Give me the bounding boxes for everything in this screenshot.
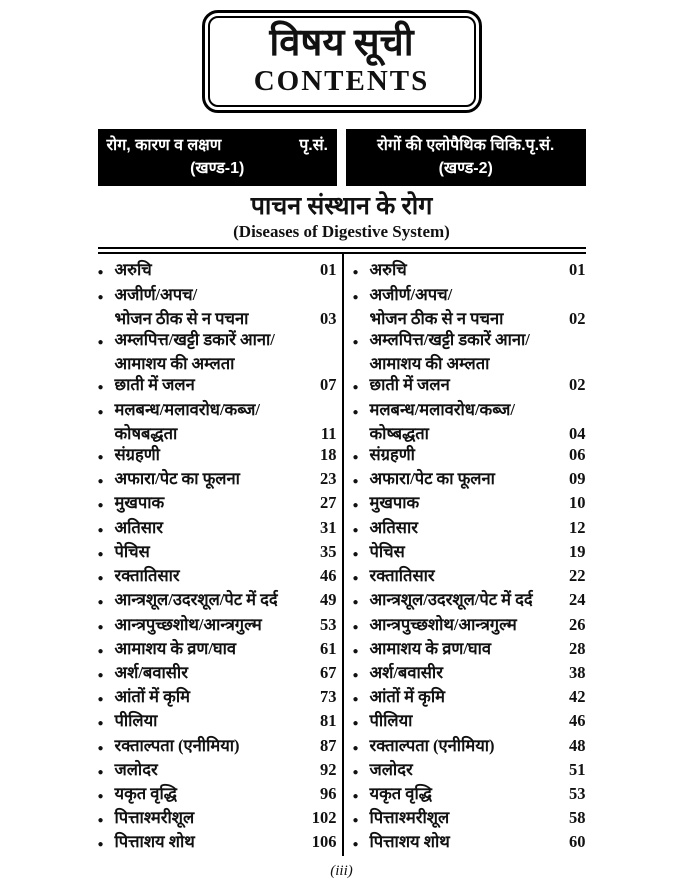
toc-entry-label: छाती में जलन xyxy=(369,375,450,395)
column-header-row xyxy=(98,129,586,186)
toc-entry-row xyxy=(98,686,337,710)
toc-entry-page-number: 27 xyxy=(320,493,337,513)
toc-entry-page-number: 58 xyxy=(569,808,586,828)
bullet-icon: ● xyxy=(97,476,104,488)
toc-column-part1 xyxy=(98,254,342,855)
toc-entry-row xyxy=(98,807,337,831)
toc-entry-row xyxy=(353,710,586,734)
column-header-part2-label: रोगों की एलोपैथिक चिकि.पृ.सं. xyxy=(377,136,555,154)
toc-entry-page-number: 22 xyxy=(569,566,586,586)
toc-entry-row xyxy=(353,399,586,423)
bullet-icon: ● xyxy=(97,548,104,560)
bullet-icon: ● xyxy=(352,291,359,303)
toc-entry-row xyxy=(353,783,586,807)
toc-entry-page-number: 92 xyxy=(320,759,337,779)
page-title-hindi: विषय सूची xyxy=(269,22,414,64)
toc-entry-label: अतिसार xyxy=(114,517,163,537)
column-header-part2 xyxy=(346,129,586,186)
bullet-icon: ● xyxy=(352,669,359,681)
toc-entry-label: अरुचि xyxy=(114,260,152,280)
toc-entry-row xyxy=(98,662,337,686)
bullet-icon: ● xyxy=(97,337,104,349)
toc-entry-label: मलबन्ध/मलावरोध/कब्ज/ xyxy=(114,399,260,419)
toc-entry-page-number: 38 xyxy=(569,662,586,682)
toc-entry-page-number: 48 xyxy=(569,735,586,755)
toc-entry-label: अजीर्ण/अपच/ xyxy=(369,284,453,304)
contents-page xyxy=(0,10,683,879)
toc-entry-label: पीलिया xyxy=(369,711,413,731)
contents-title-box xyxy=(202,10,482,113)
toc-entry-label: जलोदर xyxy=(369,759,413,779)
bullet-icon: ● xyxy=(352,548,359,560)
bullet-icon: ● xyxy=(97,406,104,418)
bullet-icon: ● xyxy=(352,742,359,754)
toc-entry-row xyxy=(98,284,337,308)
toc-entry-page-number: 01 xyxy=(320,260,337,280)
column-header-part1-top xyxy=(107,134,329,157)
toc-entry-label: छाती में जलन xyxy=(114,375,195,395)
bullet-icon: ● xyxy=(352,645,359,657)
bullet-icon: ● xyxy=(97,815,104,827)
toc-entry-label: रक्ताल्पता (एनीमिया) xyxy=(114,735,240,755)
toc-entry-row xyxy=(98,710,337,734)
toc-entry-page-number: 73 xyxy=(320,687,337,707)
toc-entry-label: यकृत वृद्धि xyxy=(114,783,177,803)
toc-entry-row xyxy=(98,399,337,423)
bullet-icon: ● xyxy=(352,597,359,609)
toc-entry-page-number: 10 xyxy=(569,493,586,513)
toc-entry-page-number: 04 xyxy=(569,423,586,443)
toc-entry-row xyxy=(98,353,337,374)
bullet-icon: ● xyxy=(352,476,359,488)
bullet-icon: ● xyxy=(352,621,359,633)
toc-entry-row xyxy=(98,614,337,638)
toc-entry-label: रक्ताल्पता (एनीमिया) xyxy=(369,735,495,755)
toc-entry-page-number: 106 xyxy=(311,832,337,852)
toc-entry-label: मलबन्ध/मलावरोध/कब्ज/ xyxy=(369,399,515,419)
bullet-icon: ● xyxy=(352,694,359,706)
toc-entry-label: पेचिस xyxy=(114,541,150,561)
toc-entry-page-number: 81 xyxy=(320,711,337,731)
toc-entry-page-number: 26 xyxy=(569,614,586,634)
bullet-icon: ● xyxy=(352,452,359,464)
toc-entry-row xyxy=(353,686,586,710)
toc-entry-label: पित्ताशय शोथ xyxy=(369,832,450,852)
toc-entry-label: रक्तातिसार xyxy=(369,566,435,586)
toc-entry-label: जलोदर xyxy=(114,759,158,779)
bullet-icon: ● xyxy=(97,694,104,706)
toc-entry-page-number: 02 xyxy=(569,308,586,328)
column-header-part1 xyxy=(98,129,338,186)
toc-entry-label: अम्लपित्त/खट्टी डकारें आना/ xyxy=(114,330,275,350)
toc-entry-page-number: 24 xyxy=(569,590,586,610)
toc-entry-page-number: 49 xyxy=(320,590,337,610)
folio-page-number: (iii) xyxy=(330,862,353,879)
page-title-english: CONTENTS xyxy=(253,64,430,97)
toc-entry-label: कोष्बद्धता xyxy=(369,423,429,443)
bullet-icon: ● xyxy=(97,291,104,303)
toc-entry-row xyxy=(353,565,586,589)
toc-entry-label: आंतों में कृमि xyxy=(114,687,190,707)
toc-entry-label: यकृत वृद्धि xyxy=(369,783,432,803)
toc-entry-page-number: 03 xyxy=(320,308,337,328)
toc-entry-page-number: 09 xyxy=(569,469,586,489)
bullet-icon: ● xyxy=(352,500,359,512)
toc-entry-page-number: 12 xyxy=(569,517,586,537)
toc-column-part2 xyxy=(342,254,586,855)
toc-entry-label: आन्त्रपुच्छशोथ/आन्त्रगुल्म xyxy=(369,614,517,634)
bullet-icon: ● xyxy=(352,815,359,827)
bullet-icon: ● xyxy=(352,766,359,778)
toc-entry-label: अफारा/पेट का फूलना xyxy=(114,469,240,489)
toc-entry-label: संग्रहणी xyxy=(114,445,160,465)
toc-entry-label: अर्श/बवासीर xyxy=(114,662,188,682)
toc-entry-row xyxy=(98,565,337,589)
bullet-icon: ● xyxy=(97,790,104,802)
toc-entry-page-number: 51 xyxy=(569,759,586,779)
bullet-icon: ● xyxy=(352,573,359,585)
toc-entry-row xyxy=(353,517,586,541)
toc-entry-label: भोजन ठीक से न पचना xyxy=(114,308,249,328)
bullet-icon: ● xyxy=(352,382,359,394)
toc-entry-row xyxy=(353,308,586,329)
toc-entry-row xyxy=(353,444,586,468)
bullet-icon: ● xyxy=(97,452,104,464)
toc-entry-label: आंतों में कृमि xyxy=(369,687,445,707)
bullet-icon: ● xyxy=(352,718,359,730)
toc-entry-page-number: 53 xyxy=(320,614,337,634)
bullet-icon: ● xyxy=(97,718,104,730)
toc-entry-row xyxy=(98,735,337,759)
toc-entry-row xyxy=(353,662,586,686)
bullet-icon: ● xyxy=(97,839,104,851)
toc-entry-page-number: 61 xyxy=(320,638,337,658)
toc-entry-row xyxy=(98,517,337,541)
toc-entry-label: मुखपाक xyxy=(114,493,165,513)
toc-entry-row xyxy=(353,492,586,516)
bullet-icon: ● xyxy=(97,645,104,657)
double-rule-divider xyxy=(98,247,586,254)
bullet-icon: ● xyxy=(97,742,104,754)
toc-entry-label: आन्त्रपुच्छशोथ/आन्त्रगुल्म xyxy=(114,614,262,634)
toc-entry-label: आमाशय की अम्लता xyxy=(369,354,490,374)
toc-entry-page-number: 42 xyxy=(569,687,586,707)
toc-entry-row xyxy=(353,807,586,831)
toc-entry-label: पेचिस xyxy=(369,541,405,561)
toc-entry-label: संग्रहणी xyxy=(369,445,415,465)
toc-entry-row xyxy=(98,374,337,398)
toc-entry-row xyxy=(353,759,586,783)
toc-entry-label: पीलिया xyxy=(114,711,158,731)
toc-entry-label: पित्ताश्मरीशूल xyxy=(114,808,195,828)
toc-entry-row xyxy=(98,468,337,492)
toc-entry-label: आमाशय के व्रण/घाव xyxy=(369,638,492,658)
toc-entry-page-number: 11 xyxy=(320,423,337,443)
toc-entry-row xyxy=(353,614,586,638)
column-header-part1-sub: (खण्ड-1) xyxy=(190,159,245,177)
toc-entry-label: अर्श/बवासीर xyxy=(369,662,443,682)
column-header-part1-page-label: पृ.सं. xyxy=(299,136,328,154)
toc-entry-row xyxy=(353,259,586,283)
toc-entry-row xyxy=(353,541,586,565)
toc-entry-row xyxy=(98,308,337,329)
bullet-icon: ● xyxy=(97,382,104,394)
toc-entry-row xyxy=(353,284,586,308)
toc-entry-label: कोषबद्धता xyxy=(114,423,178,443)
toc-entry-page-number: 19 xyxy=(569,541,586,561)
toc-entry-row xyxy=(353,353,586,374)
toc-entry-row xyxy=(98,759,337,783)
toc-entry-row xyxy=(98,444,337,468)
toc-entry-label: अरुचि xyxy=(369,260,407,280)
toc-entry-row xyxy=(353,423,586,444)
toc-entry-page-number: 06 xyxy=(569,445,586,465)
bullet-icon: ● xyxy=(352,839,359,851)
toc-entry-label: अफारा/पेट का फूलना xyxy=(369,469,495,489)
toc-entry-label: भोजन ठीक से न पचना xyxy=(369,308,504,328)
column-header-part1-label: रोग, कारण व लक्षण xyxy=(106,136,222,154)
toc-entry-label: पित्ताश्मरीशूल xyxy=(369,808,450,828)
contents-title-box-inner xyxy=(208,16,476,107)
toc-entry-row xyxy=(98,831,337,855)
toc-entry-page-number: 35 xyxy=(320,541,337,561)
toc-entry-label: अजीर्ण/अपच/ xyxy=(114,284,198,304)
toc-entry-row xyxy=(353,638,586,662)
toc-entry-row xyxy=(98,423,337,444)
bullet-icon: ● xyxy=(97,524,104,536)
toc-entry-label: आन्त्रशूल/उदरशूल/पेट में दर्द xyxy=(369,590,533,610)
toc-entry-page-number: 53 xyxy=(569,783,586,803)
bullet-icon: ● xyxy=(352,267,359,279)
toc-entry-page-number: 87 xyxy=(320,735,337,755)
bullet-icon: ● xyxy=(352,790,359,802)
toc-entry-label: रक्तातिसार xyxy=(114,566,180,586)
section-title-hindi: पाचन संस्थान के रोग xyxy=(250,192,433,220)
column-header-part2-sub: (खण्ड-2) xyxy=(438,159,493,177)
toc-entry-page-number: 18 xyxy=(320,445,337,465)
bullet-icon: ● xyxy=(97,621,104,633)
toc-entry-row xyxy=(353,831,586,855)
toc-entry-row xyxy=(98,492,337,516)
toc-entry-row xyxy=(353,468,586,492)
toc-entry-page-number: 07 xyxy=(320,375,337,395)
toc-entry-page-number: 31 xyxy=(320,517,337,537)
toc-entry-page-number: 23 xyxy=(320,469,337,489)
toc-entry-page-number: 60 xyxy=(569,832,586,852)
bullet-icon: ● xyxy=(352,406,359,418)
bullet-icon: ● xyxy=(97,500,104,512)
toc-columns xyxy=(98,254,586,855)
toc-entry-row xyxy=(353,374,586,398)
toc-entry-label: आमाशय की अम्लता xyxy=(114,354,235,374)
toc-entry-row xyxy=(353,735,586,759)
toc-entry-row xyxy=(98,638,337,662)
toc-entry-row xyxy=(98,541,337,565)
toc-entry-row xyxy=(98,589,337,613)
toc-entry-label: आमाशय के व्रण/घाव xyxy=(114,638,237,658)
toc-entry-label: अतिसार xyxy=(369,517,418,537)
toc-entry-row xyxy=(98,259,337,283)
toc-entry-row xyxy=(98,329,337,353)
toc-entry-page-number: 96 xyxy=(320,783,337,803)
toc-entry-page-number: 01 xyxy=(569,260,586,280)
toc-entry-label: अम्लपित्त/खट्टी डकारें आना/ xyxy=(369,330,530,350)
toc-entry-page-number: 46 xyxy=(569,711,586,731)
bullet-icon: ● xyxy=(352,524,359,536)
toc-entry-label: पित्ताशय शोथ xyxy=(114,832,195,852)
toc-entry-label: आन्त्रशूल/उदरशूल/पेट में दर्द xyxy=(114,590,278,610)
toc-entry-row xyxy=(353,589,586,613)
bullet-icon: ● xyxy=(97,267,104,279)
toc-entry-page-number: 02 xyxy=(569,375,586,395)
toc-entry-label: मुखपाक xyxy=(369,493,420,513)
toc-entry-page-number: 102 xyxy=(311,808,337,828)
toc-entry-page-number: 67 xyxy=(320,662,337,682)
bullet-icon: ● xyxy=(352,337,359,349)
bullet-icon: ● xyxy=(97,669,104,681)
bullet-icon: ● xyxy=(97,597,104,609)
toc-entry-page-number: 28 xyxy=(569,638,586,658)
column-header-part2-top xyxy=(355,134,577,157)
section-title-english: (Diseases of Digestive System) xyxy=(233,222,450,242)
bullet-icon: ● xyxy=(97,766,104,778)
toc-entry-row xyxy=(98,783,337,807)
toc-entry-row xyxy=(353,329,586,353)
bullet-icon: ● xyxy=(97,573,104,585)
toc-entry-page-number: 46 xyxy=(320,566,337,586)
